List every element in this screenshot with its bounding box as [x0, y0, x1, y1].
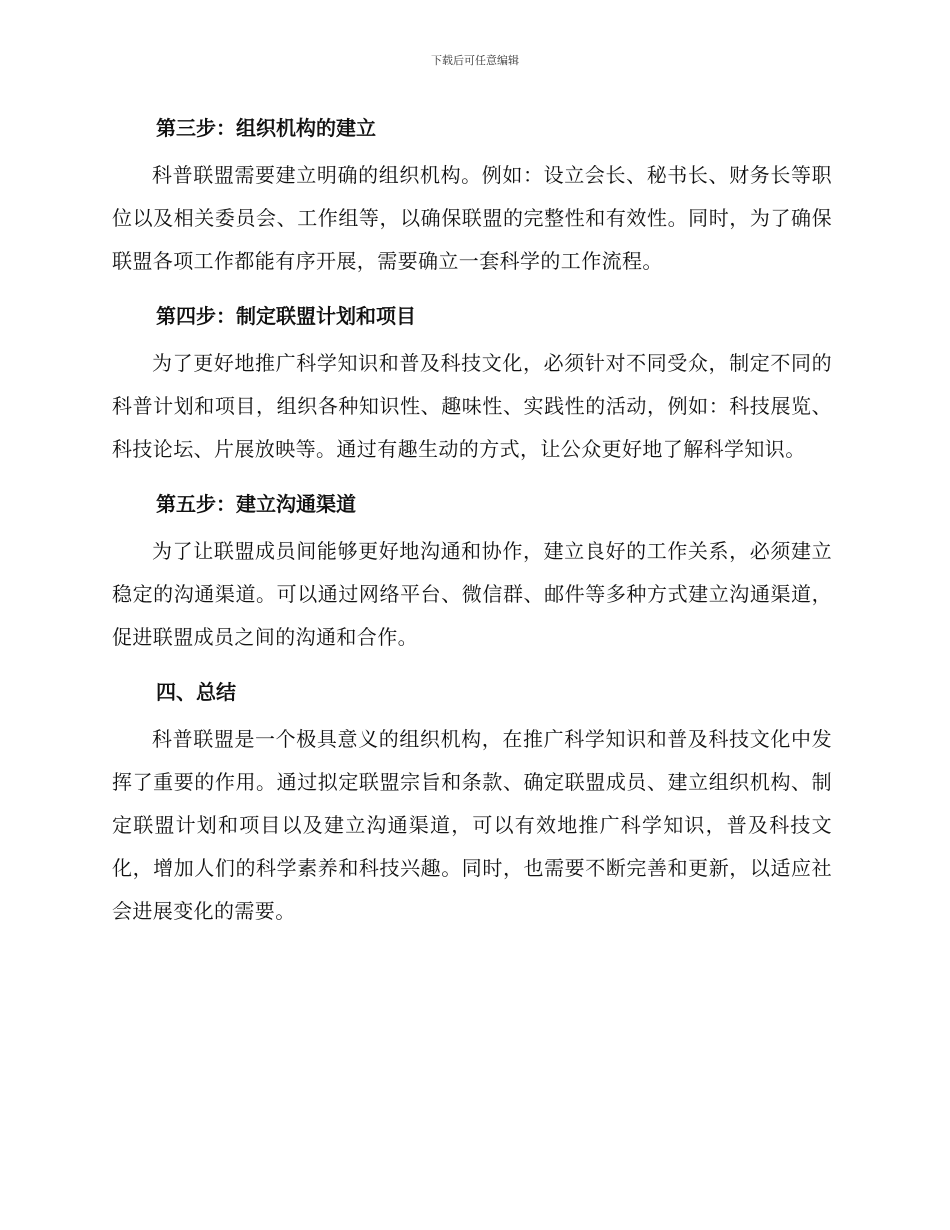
section-paragraph: 为了让联盟成员间能够更好地沟通和协作，建立良好的工作关系，必须建立稳定的沟通渠道。可以通过网络平台、微信群、邮件等多种方式建立沟通渠道，促进联盟成员之间的沟通和合作。 [112, 539, 832, 649]
section-heading: 第四步：制定联盟计划和项目 [156, 304, 416, 328]
document-body [112, 108, 832, 946]
section-heading: 四、总结 [156, 680, 236, 704]
section-step-three [112, 108, 832, 283]
section-paragraph: 科普联盟需要建立明确的组织机构。例如：设立会长、秘书长、财务长等职位以及相关委员会、工作组等，以确保联盟的完整性和有效性。同时，为了确保联盟各项工作都能有序开展，需要确立一套科学的工作流程。 [112, 163, 832, 273]
section-step-four [112, 296, 832, 471]
section-heading: 第三步：组织机构的建立 [156, 116, 376, 140]
section-summary [112, 672, 832, 933]
page-header: 下载后可任意编辑 [431, 54, 519, 67]
section-step-five [112, 484, 832, 659]
section-heading: 第五步：建立沟通渠道 [156, 492, 356, 516]
section-paragraph: 为了更好地推广科学知识和普及科技文化，必须针对不同受众，制定不同的科普计划和项目，组织各种知识性、趣味性、实践性的活动，例如：科技展览、科技论坛、片展放映等。通过有趣生动的方式，让公众更好地了解科学知识。 [112, 351, 832, 461]
section-paragraph: 科普联盟是一个极具意义的组织机构，在推广科学知识和普及科技文化中发挥了重要的作用。通过拟定联盟宗旨和条款、确定联盟成员、建立组织机构、制定联盟计划和项目以及建立沟通渠道，可以有效地推广科学知识，普及科技文化，增加人们的科学素养和科技兴趣。同时，也需要不断完善和更新，以适应社会进展变化的需要。 [112, 727, 832, 923]
